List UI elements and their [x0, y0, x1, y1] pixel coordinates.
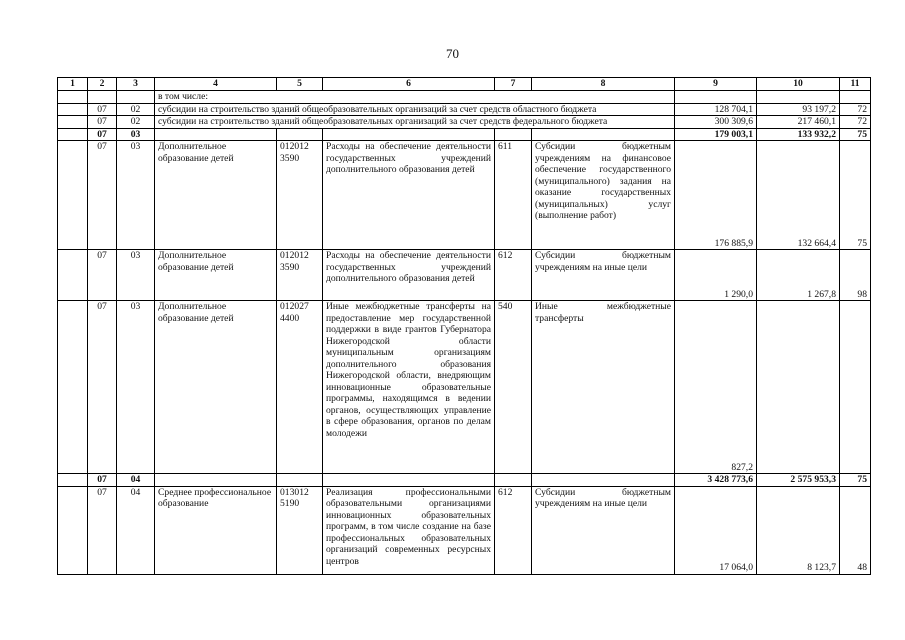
percent: 72	[840, 116, 871, 129]
percent: 72	[840, 103, 871, 116]
percent: 48	[840, 486, 871, 574]
target-article-code: 013012 5190	[277, 486, 323, 574]
expense-type-code: 611	[495, 141, 532, 250]
subsection-code: 02	[117, 116, 155, 129]
table-row	[58, 103, 871, 116]
percent: 75	[840, 141, 871, 250]
section-code: 07	[88, 474, 117, 487]
subtotal-row	[58, 474, 871, 487]
percent: 75	[840, 128, 871, 141]
section-code: 07	[88, 116, 117, 129]
percent: 75	[840, 474, 871, 487]
subsection-code: 04	[117, 474, 155, 487]
subsection-code: 03	[117, 128, 155, 141]
subsection-code: 02	[117, 103, 155, 116]
header-cell: 3	[117, 78, 155, 91]
table-row	[58, 116, 871, 129]
header-cell: 2	[88, 78, 117, 91]
section-code: 07	[88, 301, 117, 474]
subsection-name: Среднее профессиональное образование	[155, 486, 277, 574]
expense-type-name: Субсидии бюджетным учреждениям на иные цели	[532, 486, 675, 574]
table-row	[58, 486, 871, 574]
actual-amount: 93 197,2	[757, 103, 840, 116]
target-article-code: 012027 4400	[277, 301, 323, 474]
plan-amount: 179 003,1	[675, 128, 757, 141]
subsection-code: 04	[117, 486, 155, 574]
header-cell: 9	[675, 78, 757, 91]
expense-type-code: 540	[495, 301, 532, 474]
section-code: 07	[88, 141, 117, 250]
subsection-name: Дополнительное образование детей	[155, 301, 277, 474]
actual-amount: 217 460,1	[757, 116, 840, 129]
header-cell: 5	[277, 78, 323, 91]
percent: 98	[840, 250, 871, 301]
note-row	[58, 91, 871, 104]
plan-amount: 128 704,1	[675, 103, 757, 116]
expense-type-name: Субсидии бюджетным учреждениям на финансовое обеспечение государственного (муниципального) задания на оказание государственных (муниципальных) услуг (выполнение работ)	[532, 141, 675, 250]
actual-amount: 2 575 953,3	[757, 474, 840, 487]
section-code: 07	[88, 250, 117, 301]
actual-amount: 1 267,8	[757, 250, 840, 301]
header-cell: 8	[532, 78, 675, 91]
section-code: 07	[88, 128, 117, 141]
plan-amount: 176 885,9	[675, 141, 757, 250]
header-cell: 10	[757, 78, 840, 91]
expense-description: Расходы на обеспечение деятельности государственных учреждений дополнительного образования детей	[323, 250, 495, 301]
subsection-name: Дополнительное образование детей	[155, 141, 277, 250]
expense-description: Иные межбюджетные трансферты на предоставление мер государственной поддержки в виде грантов Губернатора Нижегородской области муниципальным организациям дополнительного образования Нижегородской области, внедряющим инновационные образовательные программы, находящимся в ведении органов, осуществляющих управление в сфере образования, органов по делам молодежи	[323, 301, 495, 474]
plan-amount: 17 064,0	[675, 486, 757, 574]
plan-amount: 827,2	[675, 301, 757, 474]
table-row	[58, 141, 871, 250]
subtotal-row	[58, 128, 871, 141]
plan-amount: 3 428 773,6	[675, 474, 757, 487]
header-cell: 4	[155, 78, 277, 91]
expense-description: Реализация профессиональными образовательными организациями инновационных образовательных программ, в том числе создание на базе профессиональных образовательных организаций современных ресурсных центров	[323, 486, 495, 574]
header-cell: 7	[495, 78, 532, 91]
expense-type-code: 612	[495, 250, 532, 301]
plan-amount: 1 290,0	[675, 250, 757, 301]
row-description: субсидии на строительство зданий общеобразовательных организаций за счет средств областного бюджета	[155, 103, 675, 116]
expense-type-name: Иные межбюджетные трансферты	[532, 301, 675, 474]
header-cell: 11	[840, 78, 871, 91]
subsection-name: Дополнительное образование детей	[155, 250, 277, 301]
expense-type-code: 612	[495, 486, 532, 574]
percent	[840, 301, 871, 474]
subsection-code: 03	[117, 301, 155, 474]
expense-description: Расходы на обеспечение деятельности государственных учреждений дополнительного образования детей	[323, 141, 495, 250]
note-text: в том числе:	[155, 91, 675, 104]
table-row	[58, 301, 871, 474]
target-article-code: 012012 3590	[277, 141, 323, 250]
plan-amount: 300 309,6	[675, 116, 757, 129]
expense-type-name: Субсидии бюджетным учреждениям на иные цели	[532, 250, 675, 301]
table-header-row	[58, 78, 871, 91]
section-code: 07	[88, 486, 117, 574]
actual-amount: 133 932,2	[757, 128, 840, 141]
row-description: субсидии на строительство зданий общеобразовательных организаций за счет средств федерального бюджета	[155, 116, 675, 129]
subsection-code: 03	[117, 141, 155, 250]
table-row	[58, 250, 871, 301]
section-code: 07	[88, 103, 117, 116]
page-number: 70	[446, 46, 459, 61]
header-cell: 1	[58, 78, 88, 91]
header-cell: 6	[323, 78, 495, 91]
budget-table	[57, 77, 871, 575]
subsection-code: 03	[117, 250, 155, 301]
actual-amount	[757, 301, 840, 474]
target-article-code: 012012 3590	[277, 250, 323, 301]
actual-amount: 8 123,7	[757, 486, 840, 574]
actual-amount: 132 664,4	[757, 141, 840, 250]
